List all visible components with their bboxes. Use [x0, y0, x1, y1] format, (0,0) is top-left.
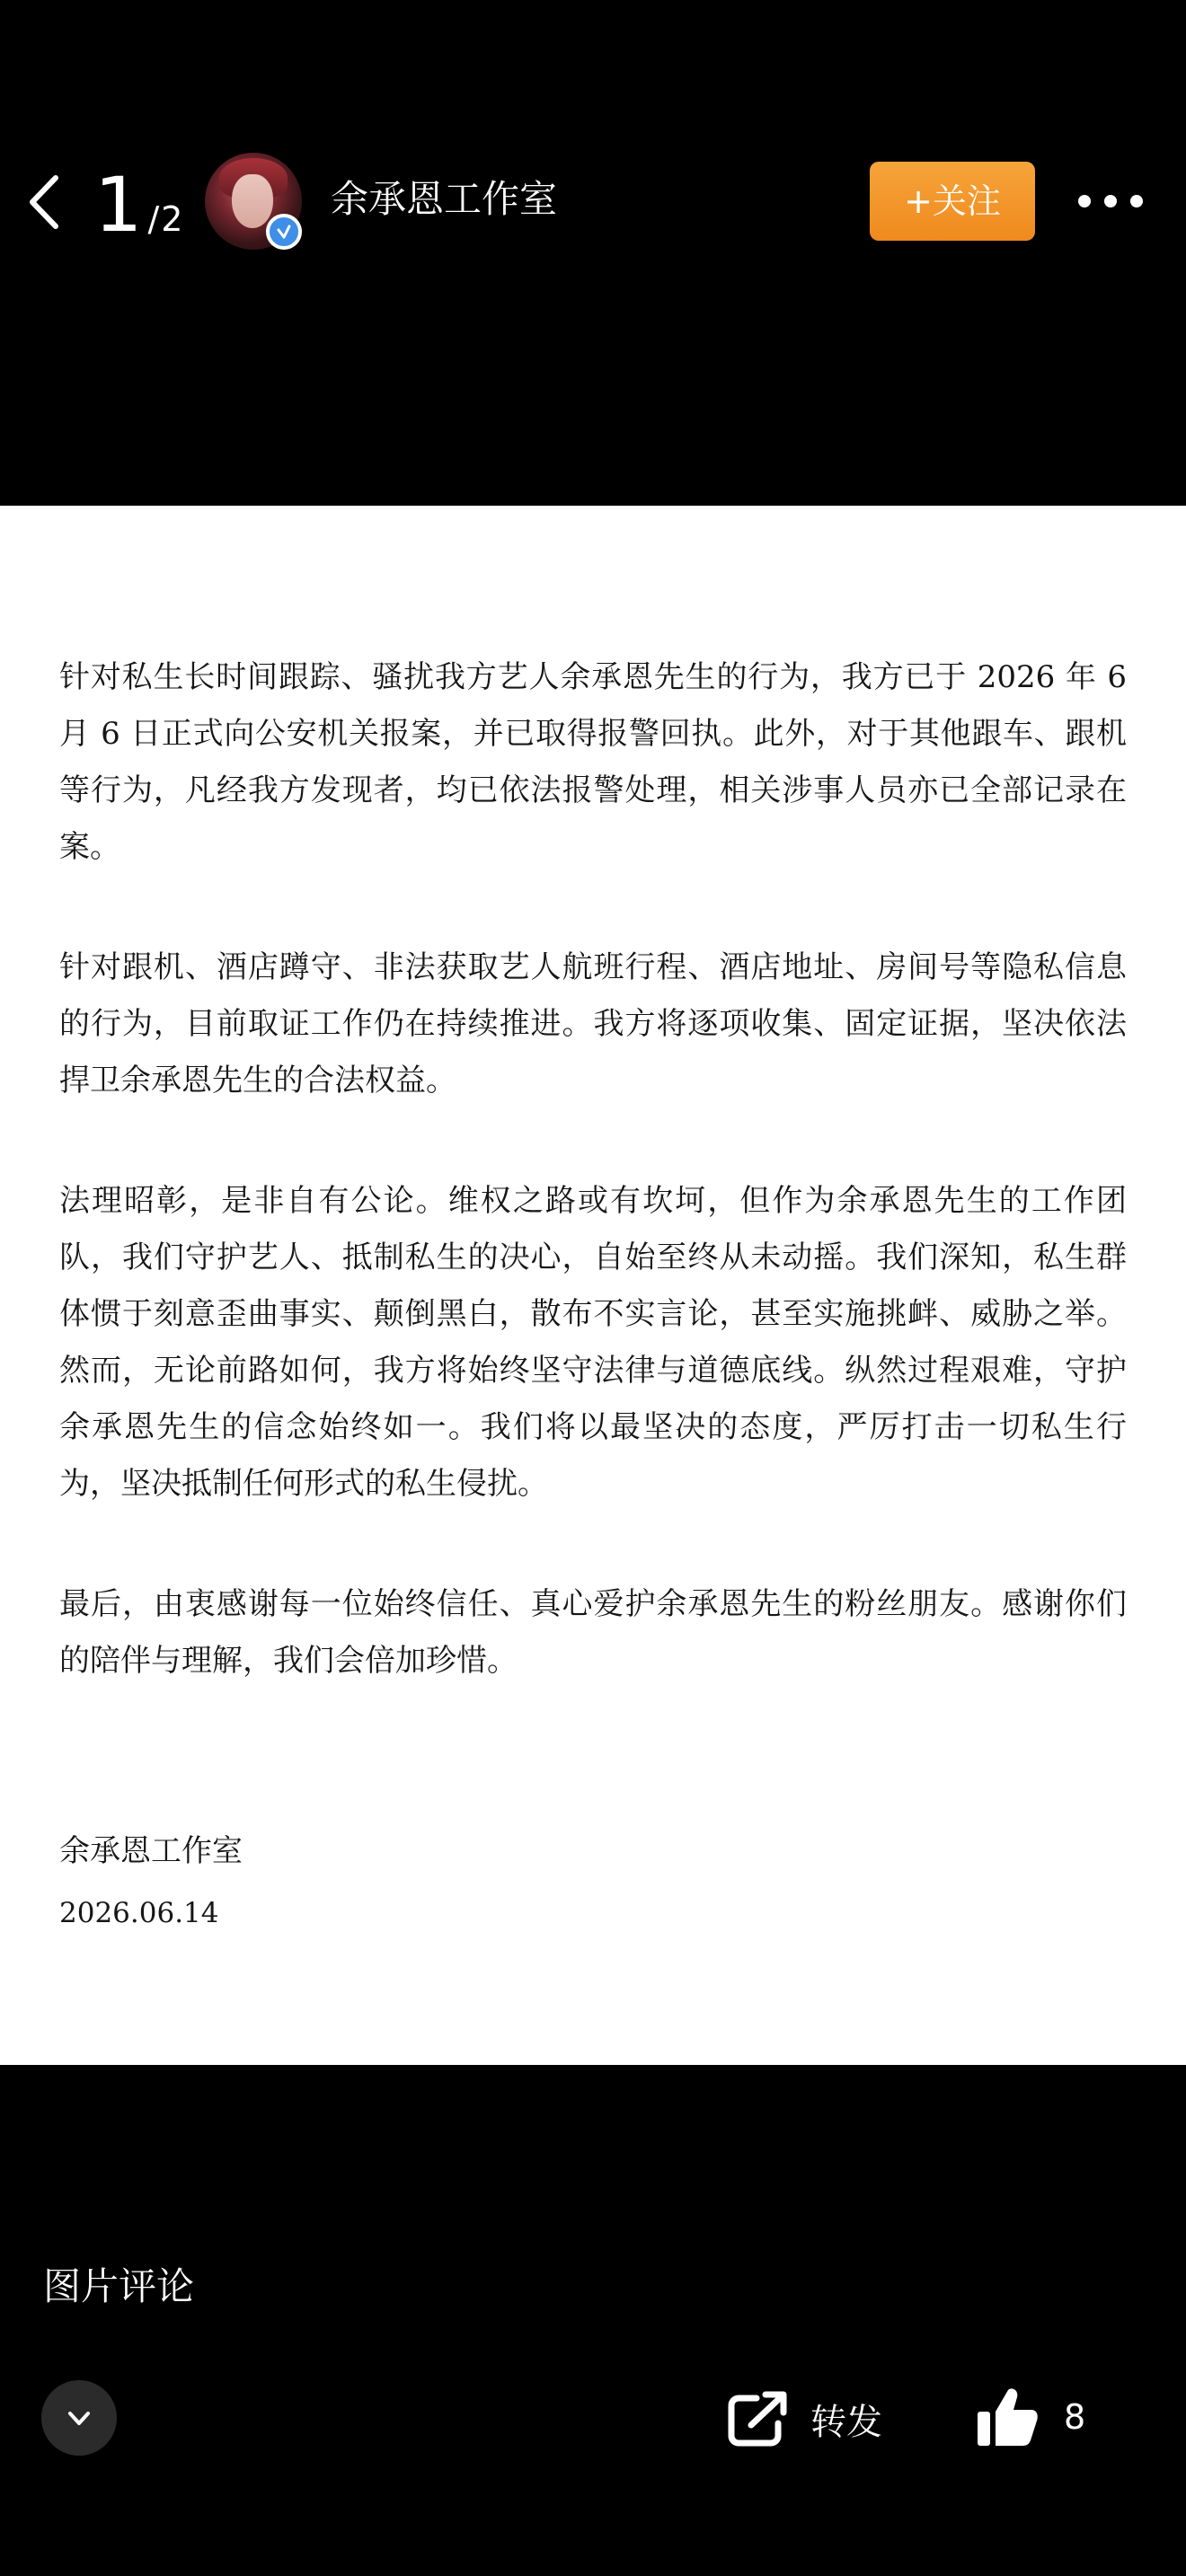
thumbs-up-icon [974, 2385, 1039, 2449]
more-dot [1130, 195, 1143, 207]
back-button[interactable] [20, 171, 74, 234]
like-count: 8 [1064, 2397, 1086, 2437]
statement-date: 2026.06.14 [59, 1897, 219, 1929]
image-counter [94, 153, 183, 249]
image-counter-separator: / [147, 199, 160, 239]
verified-badge-icon [266, 214, 302, 250]
account-name[interactable]: 余承恩工作室 [331, 177, 558, 221]
share-label: 转发 [810, 2401, 882, 2443]
more-dot [1078, 195, 1091, 207]
image-counter-current: 1 [94, 161, 143, 249]
statement-paragraph: 最后，由衷感谢每一位始终信任、真心爱护余承恩先生的粉丝朋友。感谢你们的陪伴与理解，我们会倍加珍惜。 [59, 1586, 1127, 1679]
image-comments-link[interactable]: 图片评论 [43, 2264, 195, 2308]
avatar[interactable] [205, 153, 302, 250]
avatar-face [232, 174, 273, 228]
statement-signature: 余承恩工作室 [59, 1833, 243, 1869]
image-counter-total: 2 [161, 199, 183, 239]
statement-paragraph: 针对跟机、酒店蹲守、非法获取艺人航班行程、酒店地址、房间号等隐私信息的行为，目前取证工作仍在持续推进。我方将逐项收集、固定证据，坚决依法捍卫余承恩先生的合法权益。 [59, 949, 1127, 1098]
more-button[interactable] [1078, 181, 1143, 221]
share-button[interactable] [726, 2389, 882, 2448]
statement-image[interactable] [0, 506, 1186, 2065]
share-icon [726, 2389, 791, 2448]
collapse-button[interactable] [41, 2380, 117, 2456]
statement-paragraph: 法理昭彰，是非自有公论。维权之路或有坎坷，但作为余承恩先生的工作团队，我们守护艺人、抵制私生的决心，自始至终从未动摇。我们深知，私生群体惯于刻意歪曲事实、颠倒黑白，散布不实言论，甚至实施挑衅、威胁之举。然而，无论前路如何，我方将始终坚守法律与道德底线。纵然过程艰难，守护余承恩先生的信念始终如一。我们将以最坚决的态度，严厉打击一切私生行为，坚决抵制任何形式的私生侵扰。 [59, 1183, 1127, 1502]
like-button[interactable] [974, 2384, 1085, 2450]
statement-paragraph: 针对私生长时间跟踪、骚扰我方艺人余承恩先生的行为，我方已于 2026 年 6 月 6 日正式向公安机关报案，并已取得报警回执。此外，对于其他跟车、跟机等行为，凡经我方发现者，均已依法报警处理，相关涉事人员亦已全部记录在案。 [59, 659, 1127, 865]
top-bar [0, 135, 1186, 269]
chevron-down-icon [61, 2400, 97, 2436]
chevron-left-icon [20, 171, 74, 234]
more-dot [1104, 195, 1117, 207]
follow-button[interactable]: +关注 [870, 162, 1035, 241]
